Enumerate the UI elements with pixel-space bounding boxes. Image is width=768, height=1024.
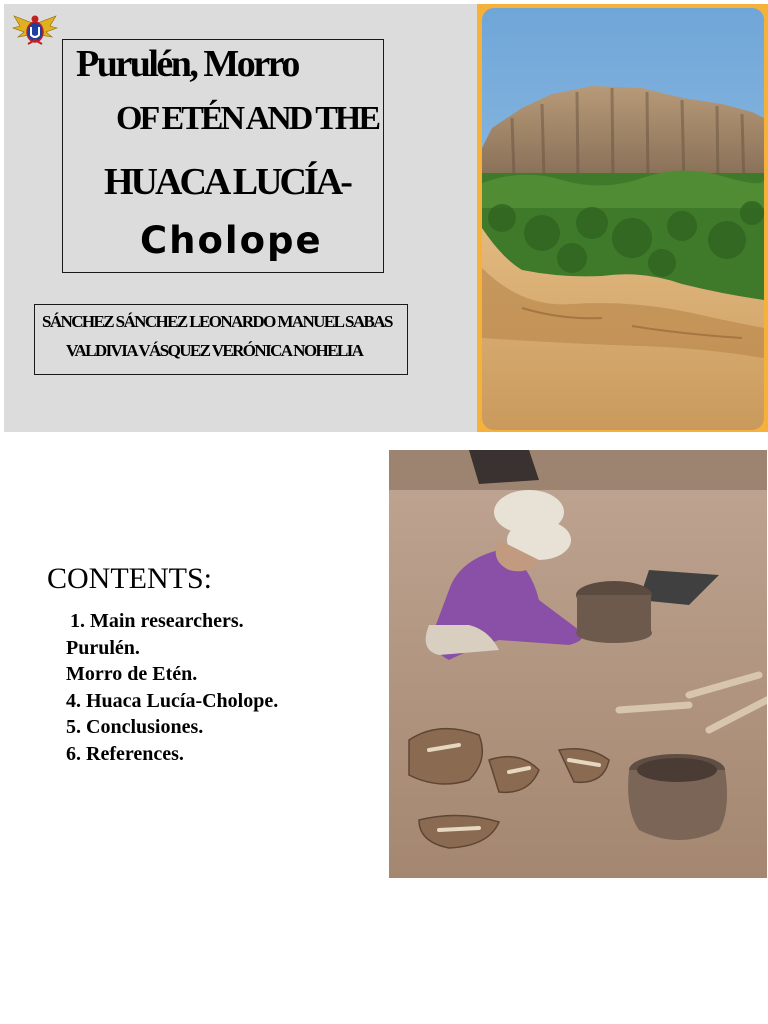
author-2: VALDIVIA VÁSQUEZ VERÓNICA NOHELIA: [66, 341, 363, 360]
university-crest-icon: [12, 10, 58, 50]
contents-item: 4. Huaca Lucía-Cholope.: [66, 689, 279, 712]
contents-item: Morro de Etén.: [66, 663, 198, 685]
title-line-1: Purulén, Morro: [76, 43, 298, 85]
title-line-3: HUACA LUCÍA-: [104, 161, 350, 203]
title-line-4: Cholope: [140, 219, 323, 262]
contents-list: [66, 608, 278, 767]
contents-item: 6. References.: [66, 742, 184, 765]
contents-item: 1. Main researchers.: [70, 610, 244, 632]
author-1: SÁNCHEZ SÁNCHEZ LEONARDO MANUEL SABAS: [42, 312, 392, 331]
contents-heading: CONTENTS:: [47, 562, 212, 595]
contents-item: 5. Conclusiones.: [66, 716, 204, 738]
contents-item: Purulén.: [66, 636, 140, 659]
excavation-photo: [389, 450, 767, 878]
title-line-2: OF ETÉN AND THE: [116, 100, 379, 137]
archaeological-site-photo: [482, 8, 764, 430]
